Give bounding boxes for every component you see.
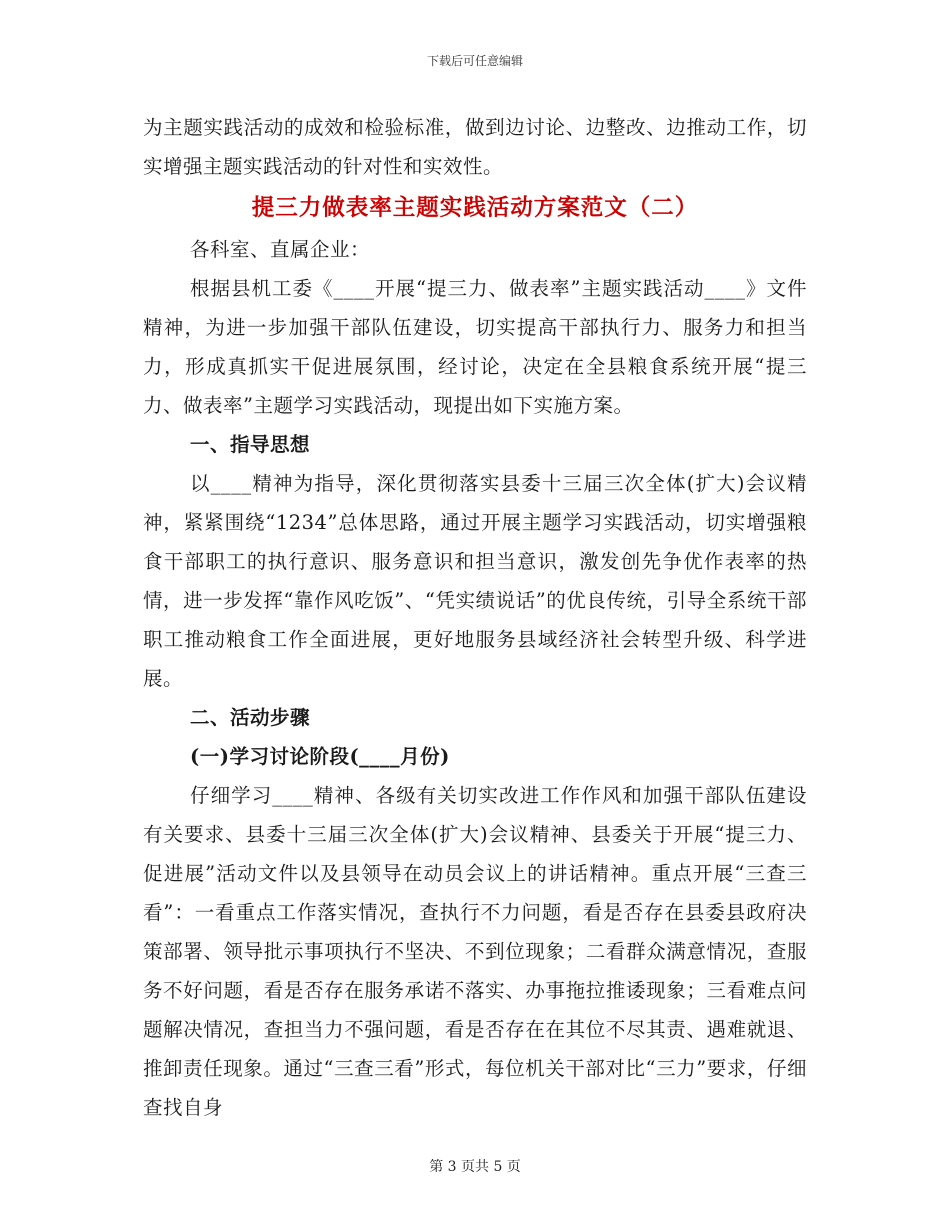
document-body: [143, 108, 807, 1127]
section-heading-activity-steps: 二、活动步骤: [190, 706, 311, 729]
page-header: 下载后可任意编辑: [426, 54, 523, 68]
continuation-paragraph: 为主题实践活动的成效和检验标准，做到边讨论、边整改、边推动工作，切实增强主题实践活动的针对性和实效性。: [143, 116, 807, 178]
page-footer: 第 3 页共 5 页: [429, 1159, 521, 1175]
document-title: 提三力做表率主题实践活动方案范文（二）: [251, 195, 699, 221]
section-heading-guiding-thought: 一、指导思想: [190, 433, 311, 456]
guiding-thought-paragraph: 以____精神为指导，深化贯彻落实县委十三届三次全体(扩大)会议精神，紧紧围绕“1234”总体思路，通过开展主题学习实践活动，切实增强粮食干部职工的执行意识、服务意识和担当意识，激发创先争优作表率的热情，进一步发挥“靠作风吃饭”、“凭实绩说话”的优良传统，引导全系统干部职工推动粮食工作全面进展，更好地服务县域经济社会转型升级、科学进展。: [143, 472, 807, 690]
salutation: 各科室、直属企业：: [190, 238, 371, 261]
study-phase-paragraph: 仔细学习____精神、各级有关切实改进工作作风和加强干部队伍建设有关要求、县委十三届三次全体(扩大)会议精神、县委关于开展“提三力、促进展”活动文件以及县领导在动员会议上的讲话精神。重点开展“三查三看”：一看重点工作落实情况，查执行不力问题，看是否存在县委县政府决策部署、领导批示事项执行不坚决、不到位现象；二看群众满意情况，查服务不好问题，看是否存在服务承诺不落实、办事拖拉推诿现象；三看难点问题解决情况，查担当力不强问题，看是否存在在其位不尽其责、遇难就退、推卸责任现象。通过“三查三看”形式，每位机关干部对比“三力”要求，仔细查找自身: [143, 784, 807, 1119]
subsection-heading-study-phase: (一)学习讨论阶段(____月份): [190, 745, 450, 768]
intro-paragraph: 根据县机工委《____开展“提三力、做表率”主题实践活动____》文件精神，为进一步加强干部队伍建设，切实提高干部执行力、服务力和担当力，形成真抓实干促进展氛围，经讨论，决定在全县粮食系统开展“提三力、做表率”主题学习实践活动，现提出如下实施方案。: [143, 277, 807, 417]
